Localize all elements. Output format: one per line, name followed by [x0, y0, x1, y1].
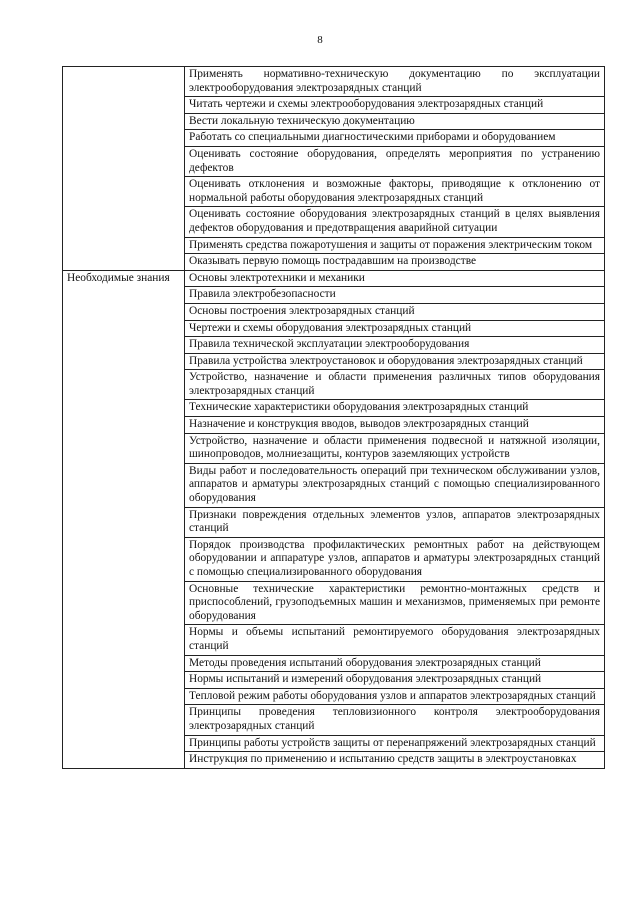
skills-label-cell — [63, 67, 185, 271]
knowledge-item: Устройство, назначение и области применения подвесной и натяжной изоляции, шинопроводов, молниезащиты, контуров заземляющих устройств — [185, 433, 605, 463]
table-row — [63, 270, 605, 287]
skill-item: Читать чертежи и схемы электрооборудования электрозарядных станций — [185, 97, 605, 114]
knowledge-item: Принципы проведения тепловизионного контроля электрооборудования электрозарядных станций — [185, 705, 605, 735]
knowledge-label: Необходимые знания — [63, 270, 185, 768]
skill-item: Вести локальную техническую документацию — [185, 113, 605, 130]
page-number: 8 — [317, 34, 323, 46]
knowledge-item: Технические характеристики оборудования электрозарядных станций — [185, 400, 605, 417]
knowledge-item: Тепловой режим работы оборудования узлов и аппаратов электрозарядных станций — [185, 688, 605, 705]
knowledge-item: Инструкция по применению и испытанию средств защиты в электроустановках — [185, 752, 605, 769]
skill-item: Применять нормативно-техническую документацию по эксплуатации электрооборудования электрозарядных станций — [185, 67, 605, 97]
knowledge-item: Назначение и конструкция вводов, выводов электрозарядных станций — [185, 417, 605, 434]
knowledge-item: Признаки повреждения отдельных элементов узлов, аппаратов электрозарядных станций — [185, 507, 605, 537]
knowledge-item: Устройство, назначение и области применения различных типов оборудования электрозарядных станций — [185, 370, 605, 400]
table-row — [63, 67, 605, 97]
knowledge-item: Виды работ и последовательность операций при техническом обслуживании узлов, аппаратов и арматуры электрозарядных станций с помощью специализированного оборудования — [185, 463, 605, 507]
requirements-table — [62, 66, 605, 769]
knowledge-item: Правила устройства электроустановок и оборудования электрозарядных станций — [185, 353, 605, 370]
knowledge-item: Нормы испытаний и измерений оборудования электрозарядных станций — [185, 672, 605, 689]
skill-item: Применять средства пожаротушения и защиты от поражения электрическим током — [185, 237, 605, 254]
knowledge-item: Нормы и объемы испытаний ремонтируемого оборудования электрозарядных станций — [185, 625, 605, 655]
knowledge-item: Принципы работы устройств защиты от перенапряжений электрозарядных станций — [185, 735, 605, 752]
skill-item: Оценивать состояние оборудования, определять мероприятия по устранению дефектов — [185, 146, 605, 176]
skill-item: Оценивать состояние оборудования электрозарядных станций в целях выявления дефектов оборудования и предотвращения аварийной ситуации — [185, 207, 605, 237]
skill-item: Оказывать первую помощь пострадавшим на производстве — [185, 254, 605, 271]
knowledge-item: Правила электробезопасности — [185, 287, 605, 304]
knowledge-item: Основные технические характеристики ремонтно-монтажных средств и приспособлений, грузоподъемных машин и механизмов, применяемых при ремонте оборудования — [185, 581, 605, 625]
knowledge-item: Основы построения электрозарядных станций — [185, 303, 605, 320]
knowledge-item: Основы электротехники и механики — [185, 270, 605, 287]
knowledge-item: Порядок производства профилактических ремонтных работ на действующем оборудовании и аппаратуре узлов, аппаратов и арматуры электрозарядных станций с помощью специализированного оборудования — [185, 537, 605, 581]
knowledge-item: Чертежи и схемы оборудования электрозарядных станций — [185, 320, 605, 337]
skill-item: Оценивать отклонения и возможные факторы, приводящие к отклонению от нормальной работы оборудования электрозарядных станций — [185, 177, 605, 207]
knowledge-item: Правила технической эксплуатации электрооборудования — [185, 337, 605, 354]
knowledge-item: Методы проведения испытаний оборудования электрозарядных станций — [185, 655, 605, 672]
skill-item: Работать со специальными диагностическими приборами и оборудованием — [185, 130, 605, 147]
